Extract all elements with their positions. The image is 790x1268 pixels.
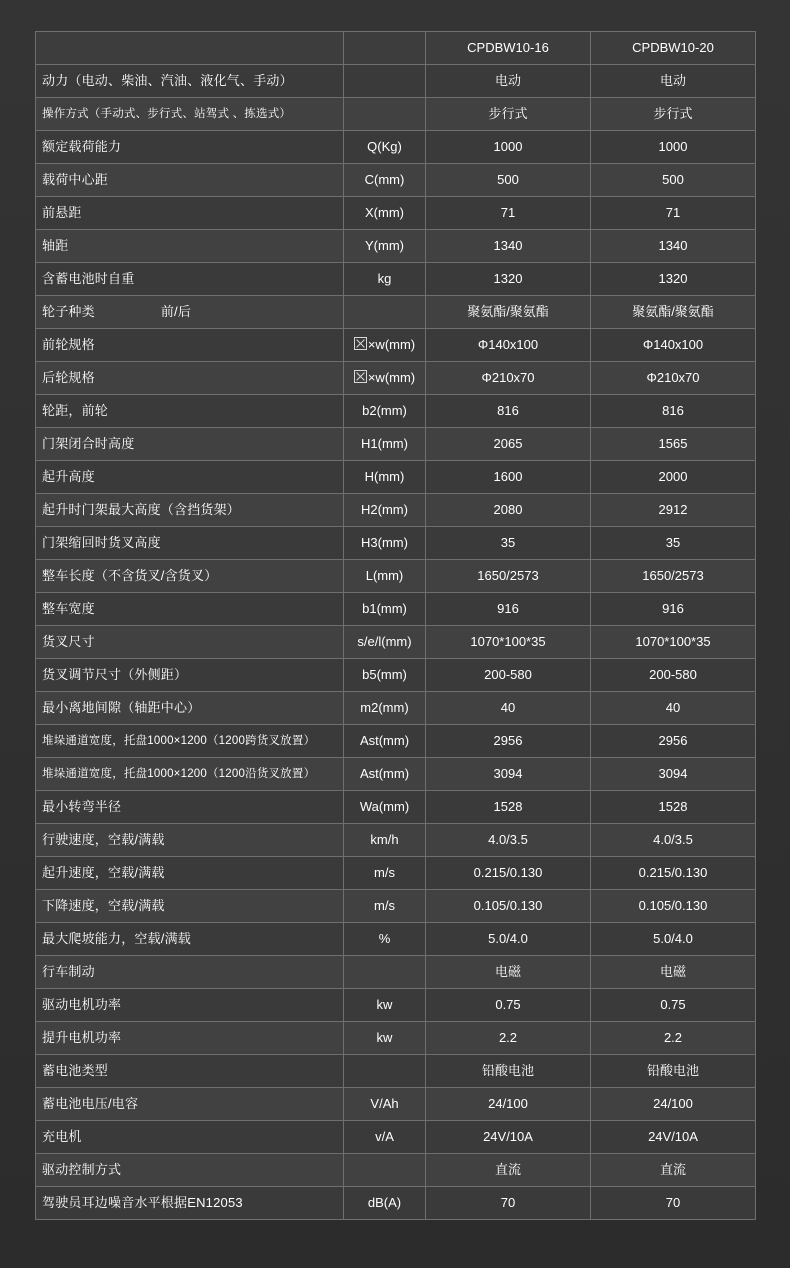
row-label-text: 最小转弯半径 bbox=[42, 798, 122, 814]
row-unit bbox=[344, 692, 426, 725]
row-value-model-1: 70 bbox=[426, 1187, 591, 1220]
table-row bbox=[36, 659, 756, 692]
row-label bbox=[36, 890, 344, 923]
row-unit-text: m/s bbox=[374, 897, 395, 913]
row-unit-text: kw bbox=[376, 996, 393, 1012]
table-row bbox=[36, 560, 756, 593]
row-unit-text: Wa(mm) bbox=[359, 798, 410, 814]
row-label-text: 门架闭合时高度 bbox=[42, 435, 135, 451]
row-unit bbox=[344, 1187, 426, 1220]
row-value-model-2: 24/100 bbox=[591, 1088, 756, 1121]
table-row bbox=[36, 98, 756, 131]
row-label bbox=[36, 923, 344, 956]
table-body bbox=[36, 65, 756, 1220]
row-label-text: 门架缩回时货叉高度 bbox=[42, 534, 161, 550]
row-value-model-1: 1000 bbox=[426, 131, 591, 164]
row-value-model-2: 聚氨酯/聚氨酯 bbox=[591, 296, 756, 329]
row-label bbox=[36, 395, 344, 428]
row-label bbox=[36, 296, 344, 329]
row-value-model-2: 816 bbox=[591, 395, 756, 428]
row-label-text: 驾驶员耳边噪音水平根据EN12053 bbox=[42, 1194, 243, 1210]
row-unit-text: H1(mm) bbox=[361, 435, 408, 451]
row-label bbox=[36, 230, 344, 263]
row-unit-text: s/e/l(mm) bbox=[357, 633, 412, 649]
row-label-text: 驱动控制方式 bbox=[42, 1161, 122, 1177]
row-value-model-2: 40 bbox=[591, 692, 756, 725]
table-row bbox=[36, 362, 756, 395]
row-value-model-2: Φ210x70 bbox=[591, 362, 756, 395]
row-unit bbox=[344, 659, 426, 692]
row-value-model-2: 500 bbox=[591, 164, 756, 197]
row-label-text: 整车长度（不含货叉/含货叉） bbox=[42, 567, 218, 583]
diameter-box-icon bbox=[354, 370, 367, 383]
row-label bbox=[36, 461, 344, 494]
row-value-model-2: 0.75 bbox=[591, 989, 756, 1022]
row-label-text: 整车宽度 bbox=[42, 600, 95, 616]
row-unit bbox=[344, 395, 426, 428]
row-label-text: 堆垛通道宽度，托盘1000×1200（1200跨货叉放置） bbox=[42, 734, 316, 747]
table-header-row bbox=[36, 32, 756, 65]
row-value-model-1: 电磁 bbox=[426, 956, 591, 989]
row-unit-text: C(mm) bbox=[364, 171, 405, 187]
row-value-model-1: 24/100 bbox=[426, 1088, 591, 1121]
row-unit-text: V/Ah bbox=[370, 1095, 399, 1111]
row-unit bbox=[344, 461, 426, 494]
row-value-model-2: 71 bbox=[591, 197, 756, 230]
table-row bbox=[36, 824, 756, 857]
row-label bbox=[36, 758, 344, 791]
row-label-text: 蓄电池类型 bbox=[42, 1062, 109, 1078]
row-unit-text: L(mm) bbox=[365, 567, 404, 583]
row-unit bbox=[344, 956, 426, 989]
row-value-model-1: 24V/10A bbox=[426, 1121, 591, 1154]
row-value-model-2: Φ140x100 bbox=[591, 329, 756, 362]
table-row bbox=[36, 395, 756, 428]
row-unit-text: Y(mm) bbox=[365, 237, 404, 253]
row-value-model-2: 35 bbox=[591, 527, 756, 560]
row-value-model-1: 1650/2573 bbox=[426, 560, 591, 593]
row-value-model-1: 1340 bbox=[426, 230, 591, 263]
row-label bbox=[36, 1088, 344, 1121]
row-value-model-1: 35 bbox=[426, 527, 591, 560]
row-unit bbox=[344, 890, 426, 923]
row-label-text: 起升时门架最大高度（含挡货架） bbox=[42, 501, 241, 517]
row-label bbox=[36, 1154, 344, 1187]
row-value-model-2: 70 bbox=[591, 1187, 756, 1220]
header-unit-blank bbox=[344, 32, 426, 65]
row-value-model-1: 2956 bbox=[426, 725, 591, 758]
row-value-model-1: 1320 bbox=[426, 263, 591, 296]
row-unit bbox=[344, 593, 426, 626]
row-label-text: 轮距，前轮 bbox=[42, 402, 109, 418]
row-unit bbox=[344, 362, 426, 395]
row-unit bbox=[344, 230, 426, 263]
row-label bbox=[36, 527, 344, 560]
row-label-text: 蓄电池电压/电容 bbox=[42, 1095, 139, 1111]
row-value-model-2: 1650/2573 bbox=[591, 560, 756, 593]
row-label bbox=[36, 1121, 344, 1154]
row-value-model-1: 4.0/3.5 bbox=[426, 824, 591, 857]
row-label bbox=[36, 164, 344, 197]
row-unit-text: ×w(mm) bbox=[367, 336, 416, 352]
row-unit-text: b5(mm) bbox=[362, 666, 407, 682]
row-value-model-2: 直流 bbox=[591, 1154, 756, 1187]
table-row bbox=[36, 1121, 756, 1154]
row-label bbox=[36, 131, 344, 164]
row-unit bbox=[344, 1022, 426, 1055]
row-value-model-1: 0.105/0.130 bbox=[426, 890, 591, 923]
row-unit-text: Ast(mm) bbox=[359, 765, 410, 781]
row-unit bbox=[344, 131, 426, 164]
table-row bbox=[36, 1187, 756, 1220]
row-label-text: 操作方式（手动式、步行式、站驾式 、拣选式） bbox=[42, 107, 292, 120]
row-value-model-1: Φ140x100 bbox=[426, 329, 591, 362]
table-row bbox=[36, 494, 756, 527]
row-label bbox=[36, 1022, 344, 1055]
row-label bbox=[36, 494, 344, 527]
table-row bbox=[36, 692, 756, 725]
row-unit bbox=[344, 296, 426, 329]
row-unit-text: Q(Kg) bbox=[367, 138, 402, 154]
row-unit-text: b2(mm) bbox=[362, 402, 407, 418]
row-label-text: 前轮规格 bbox=[42, 336, 95, 352]
row-value-model-2: 2.2 bbox=[591, 1022, 756, 1055]
row-label bbox=[36, 791, 344, 824]
row-value-model-1: 铅酸电池 bbox=[426, 1055, 591, 1088]
table-row bbox=[36, 428, 756, 461]
row-unit-text: m2(mm) bbox=[360, 699, 409, 715]
table-row bbox=[36, 1088, 756, 1121]
row-unit bbox=[344, 758, 426, 791]
row-value-model-2: 步行式 bbox=[591, 98, 756, 131]
row-value-model-1: 直流 bbox=[426, 1154, 591, 1187]
row-unit bbox=[344, 1121, 426, 1154]
table-row bbox=[36, 791, 756, 824]
table-row bbox=[36, 296, 756, 329]
row-label bbox=[36, 692, 344, 725]
row-value-model-1: Φ210x70 bbox=[426, 362, 591, 395]
row-label bbox=[36, 956, 344, 989]
row-label bbox=[36, 1187, 344, 1220]
table-row bbox=[36, 593, 756, 626]
row-label-text: 下降速度，空载/满载 bbox=[42, 897, 165, 913]
row-value-model-1: 聚氨酯/聚氨酯 bbox=[426, 296, 591, 329]
row-unit-text: kg bbox=[377, 270, 392, 286]
row-label bbox=[36, 725, 344, 758]
row-unit-text: H2(mm) bbox=[361, 501, 408, 517]
row-unit-text: ×w(mm) bbox=[367, 369, 416, 385]
specification-table-container bbox=[35, 31, 755, 1220]
row-label-text: 含蓄电池时自重 bbox=[42, 270, 135, 286]
row-label bbox=[36, 989, 344, 1022]
table-row bbox=[36, 197, 756, 230]
row-label-text: 堆垛通道宽度，托盘1000×1200（1200沿货叉放置） bbox=[42, 767, 316, 780]
row-value-model-2: 4.0/3.5 bbox=[591, 824, 756, 857]
row-value-model-2: 0.105/0.130 bbox=[591, 890, 756, 923]
table-row bbox=[36, 758, 756, 791]
table-row bbox=[36, 230, 756, 263]
row-label bbox=[36, 560, 344, 593]
row-value-model-1: 3094 bbox=[426, 758, 591, 791]
row-unit bbox=[344, 428, 426, 461]
row-unit bbox=[344, 857, 426, 890]
row-label bbox=[36, 626, 344, 659]
row-value-model-2: 电磁 bbox=[591, 956, 756, 989]
table-row bbox=[36, 956, 756, 989]
row-value-model-1: 1600 bbox=[426, 461, 591, 494]
row-label-text: 轴距 bbox=[42, 237, 69, 253]
row-unit bbox=[344, 989, 426, 1022]
row-unit-text: km/h bbox=[370, 831, 399, 847]
row-label-extra: 前/后 bbox=[160, 303, 192, 319]
row-label bbox=[36, 197, 344, 230]
specification-table bbox=[35, 31, 756, 1220]
row-label bbox=[36, 65, 344, 98]
row-unit bbox=[344, 164, 426, 197]
row-label-text: 起升速度，空载/满载 bbox=[42, 864, 165, 880]
row-unit-text: % bbox=[378, 930, 391, 946]
row-value-model-1: 500 bbox=[426, 164, 591, 197]
row-value-model-1: 200-580 bbox=[426, 659, 591, 692]
header-model-1: CPDBW10-16 bbox=[426, 32, 591, 65]
row-value-model-1: 816 bbox=[426, 395, 591, 428]
row-value-model-1: 1070*100*35 bbox=[426, 626, 591, 659]
row-label bbox=[36, 857, 344, 890]
row-unit-text: Ast(mm) bbox=[359, 732, 410, 748]
row-label bbox=[36, 362, 344, 395]
row-label-text: 最小离地间隙（轴距中心） bbox=[42, 699, 201, 715]
row-value-model-2: 1000 bbox=[591, 131, 756, 164]
row-value-model-1: 71 bbox=[426, 197, 591, 230]
row-label-text: 动力（电动、柴油、汽油、液化气、手动） bbox=[42, 72, 293, 88]
row-label bbox=[36, 593, 344, 626]
row-value-model-2: 200-580 bbox=[591, 659, 756, 692]
row-unit bbox=[344, 1055, 426, 1088]
row-label-text: 后轮规格 bbox=[42, 369, 95, 385]
row-unit bbox=[344, 725, 426, 758]
table-row bbox=[36, 923, 756, 956]
row-unit bbox=[344, 1088, 426, 1121]
row-value-model-2: 1565 bbox=[591, 428, 756, 461]
row-value-model-1: 0.215/0.130 bbox=[426, 857, 591, 890]
row-label bbox=[36, 263, 344, 296]
row-unit bbox=[344, 527, 426, 560]
table-row bbox=[36, 527, 756, 560]
table-row bbox=[36, 1154, 756, 1187]
row-value-model-1: 0.75 bbox=[426, 989, 591, 1022]
table-row bbox=[36, 1022, 756, 1055]
diameter-box-icon bbox=[354, 337, 367, 350]
row-unit-text: H3(mm) bbox=[361, 534, 408, 550]
row-label bbox=[36, 428, 344, 461]
row-unit bbox=[344, 263, 426, 296]
row-value-model-2: 1528 bbox=[591, 791, 756, 824]
row-unit bbox=[344, 824, 426, 857]
row-unit bbox=[344, 197, 426, 230]
row-unit bbox=[344, 626, 426, 659]
table-row bbox=[36, 461, 756, 494]
row-value-model-2: 916 bbox=[591, 593, 756, 626]
row-label-text: 充电机 bbox=[42, 1128, 82, 1144]
row-unit bbox=[344, 65, 426, 98]
row-unit bbox=[344, 494, 426, 527]
row-label bbox=[36, 1055, 344, 1088]
table-row bbox=[36, 131, 756, 164]
row-unit bbox=[344, 1154, 426, 1187]
row-value-model-1: 40 bbox=[426, 692, 591, 725]
row-value-model-1: 1528 bbox=[426, 791, 591, 824]
row-value-model-2: 2956 bbox=[591, 725, 756, 758]
row-value-model-2: 5.0/4.0 bbox=[591, 923, 756, 956]
row-unit-text: dB(A) bbox=[367, 1194, 402, 1210]
row-unit-text: X(mm) bbox=[365, 204, 404, 220]
row-unit-text: kw bbox=[376, 1029, 393, 1045]
table-row bbox=[36, 65, 756, 98]
row-unit bbox=[344, 98, 426, 131]
row-label-text: 最大爬坡能力，空载/满载 bbox=[42, 930, 192, 946]
row-value-model-2: 1320 bbox=[591, 263, 756, 296]
table-row bbox=[36, 263, 756, 296]
row-value-model-1: 916 bbox=[426, 593, 591, 626]
row-value-model-2: 2912 bbox=[591, 494, 756, 527]
row-value-model-2: 0.215/0.130 bbox=[591, 857, 756, 890]
table-row bbox=[36, 329, 756, 362]
row-value-model-1: 5.0/4.0 bbox=[426, 923, 591, 956]
row-unit-text: H(mm) bbox=[364, 468, 405, 484]
row-unit bbox=[344, 560, 426, 593]
row-label-text: 驱动电机功率 bbox=[42, 996, 122, 1012]
row-unit bbox=[344, 923, 426, 956]
row-unit-text: v/A bbox=[375, 1128, 394, 1144]
row-value-model-1: 电动 bbox=[426, 65, 591, 98]
row-value-model-2: 2000 bbox=[591, 461, 756, 494]
row-label bbox=[36, 659, 344, 692]
row-label-text: 行车制动 bbox=[42, 963, 95, 979]
table-row bbox=[36, 626, 756, 659]
row-value-model-2: 1340 bbox=[591, 230, 756, 263]
row-label-text: 行驶速度，空载/满载 bbox=[42, 831, 165, 847]
row-label-text: 起升高度 bbox=[42, 468, 95, 484]
header-model-2: CPDBW10-20 bbox=[591, 32, 756, 65]
row-unit-text: b1(mm) bbox=[362, 600, 407, 616]
row-value-model-1: 步行式 bbox=[426, 98, 591, 131]
row-value-model-1: 2.2 bbox=[426, 1022, 591, 1055]
row-label bbox=[36, 98, 344, 131]
table-row bbox=[36, 164, 756, 197]
table-header bbox=[36, 32, 756, 65]
row-value-model-1: 2080 bbox=[426, 494, 591, 527]
row-unit bbox=[344, 791, 426, 824]
row-label-text: 货叉尺寸 bbox=[42, 633, 95, 649]
table-row bbox=[36, 1055, 756, 1088]
row-value-model-2: 电动 bbox=[591, 65, 756, 98]
row-unit-text: m/s bbox=[374, 864, 395, 880]
row-value-model-1: 2065 bbox=[426, 428, 591, 461]
table-row bbox=[36, 725, 756, 758]
row-value-model-2: 3094 bbox=[591, 758, 756, 791]
row-value-model-2: 24V/10A bbox=[591, 1121, 756, 1154]
header-label-blank bbox=[36, 32, 344, 65]
row-label-text: 前悬距 bbox=[42, 204, 82, 220]
row-label-text: 轮子种类 bbox=[42, 303, 95, 319]
row-label bbox=[36, 824, 344, 857]
table-row bbox=[36, 890, 756, 923]
row-unit bbox=[344, 329, 426, 362]
row-value-model-2: 铅酸电池 bbox=[591, 1055, 756, 1088]
row-label bbox=[36, 329, 344, 362]
row-label-text: 货叉调节尺寸（外侧距） bbox=[42, 666, 188, 682]
row-value-model-2: 1070*100*35 bbox=[591, 626, 756, 659]
row-label-text: 额定载荷能力 bbox=[42, 138, 122, 154]
table-row bbox=[36, 989, 756, 1022]
row-label-text: 载荷中心距 bbox=[42, 171, 109, 187]
row-label-text: 提升电机功率 bbox=[42, 1029, 122, 1045]
table-row bbox=[36, 857, 756, 890]
